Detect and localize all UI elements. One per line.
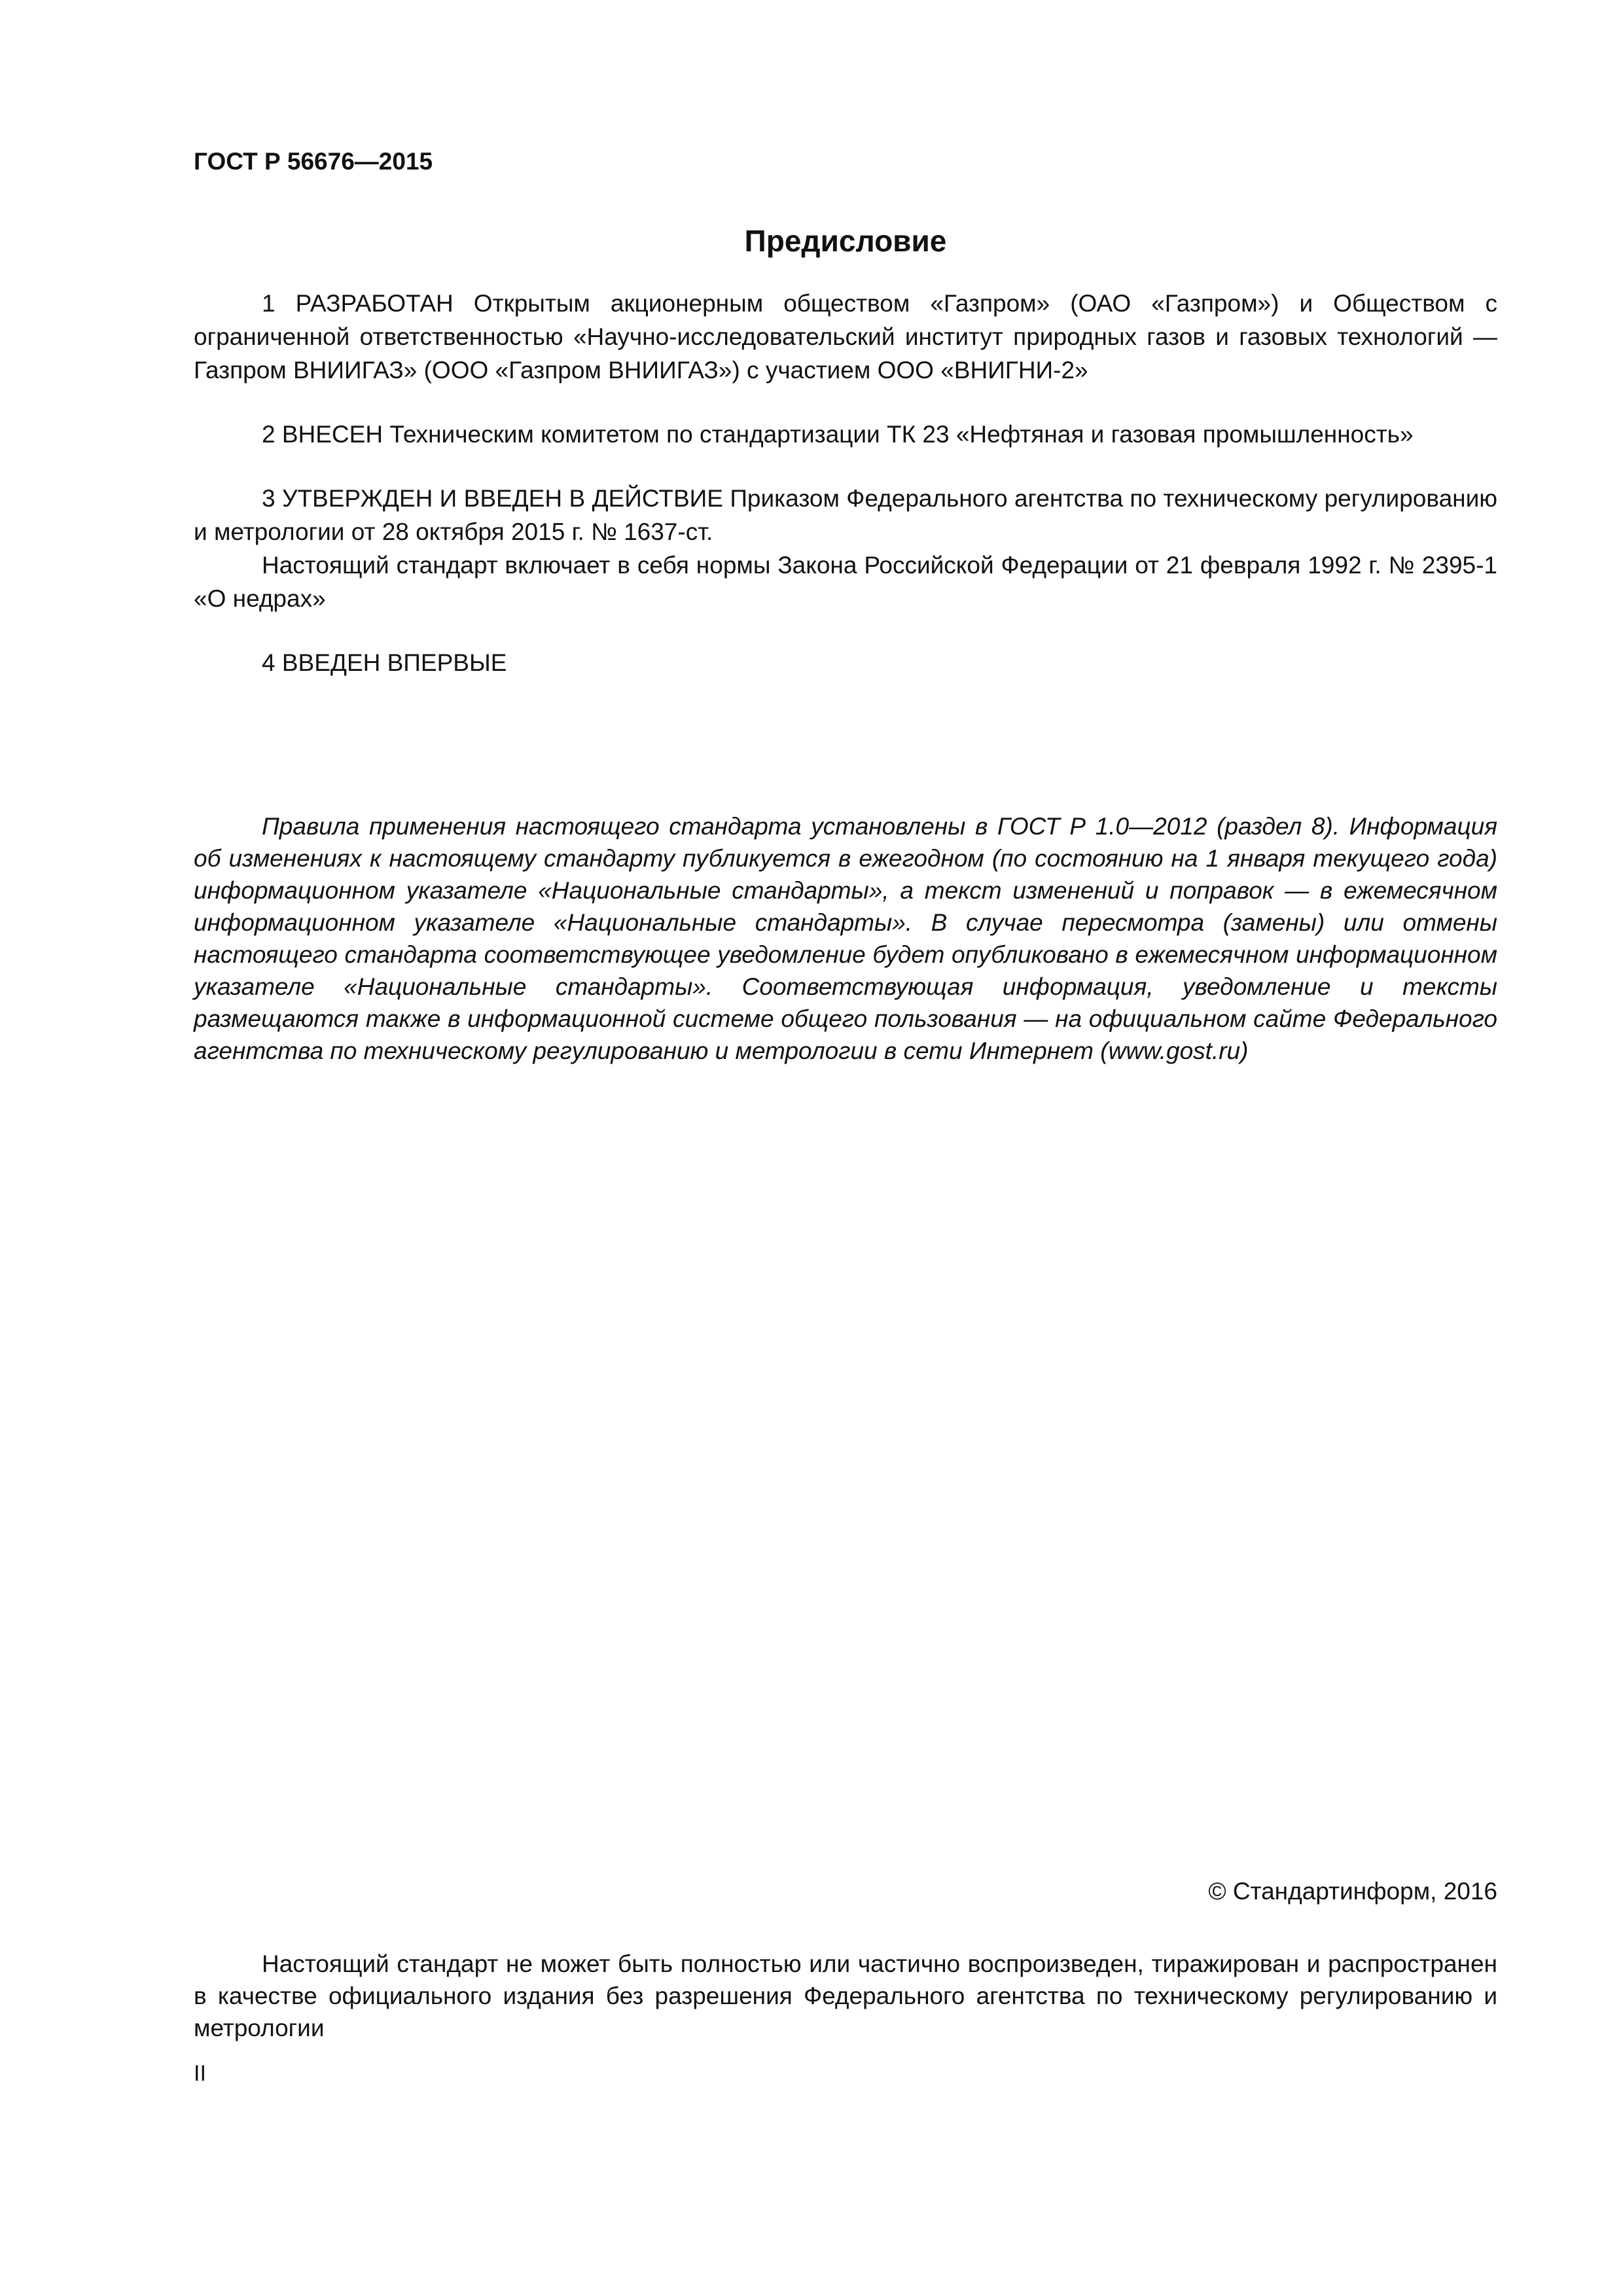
foreword-item-law-reference: Настоящий стандарт включает в себя нормы Закона Российской Федерации от 21 февраля 1992 г. № 2395-1 «О недрах» [194, 552, 1497, 612]
foreword-body [194, 287, 1497, 679]
notice-text: Правила применения настоящего стандарта установлены в ГОСТ Р 1.0—2012 (раздел 8). Информация об изменениях к настоящему стандарту публикуется в ежегодном (по состоянию на 1 января текущего года) информационном указателе «Национальные стандарты», а текст изменений и поправок — в ежемесячном информационном указателе «Национальные стандарты». В случае пересмотра (замены) или отмены настоящего стандарта соответствующее уведомление будет опубликовано в ежемесячном информационном указателе «Национальные стандарты». Соответствующая информация, уведомление и тексты размещаются также в информационной системе общего пользования — на официальном сайте Федерального агентства по техническому регулированию и метрологии в сети Интернет (www.gost.ru) [194, 813, 1497, 1064]
document-code: ГОСТ Р 56676—2015 [194, 148, 433, 175]
application-rules-notice [194, 810, 1497, 1067]
reproduction-text: Настоящий стандарт не может быть полностью или частично воспроизведен, тиражирован и распространен в качестве официального издания без разрешения Федерального агентства по техническому регулированию и метрологии [194, 1950, 1497, 2041]
copyright-line: © Стандартинформ, 2016 [1208, 1878, 1497, 1905]
foreword-item-developed: 1 РАЗРАБОТАН Открытым акционерным обществом «Газпром» (ОАО «Газпром») и Обществом с ограниченной ответственностью «Научно-исследовательский институт природных газов и газовых технологий — Газпром ВНИИГАЗ» (ООО «Газпром ВНИИГАЗ») с участием ООО «ВНИГНИ-2» [194, 290, 1497, 384]
page-number: II [194, 2061, 206, 2086]
foreword-item-approved: 3 УТВЕРЖДЕН И ВВЕДЕН В ДЕЙСТВИЕ Приказом Федерального агентства по техническому регулированию и метрологии от 28 октября 2015 г. № 1637-ст. [194, 485, 1497, 545]
foreword-item-submitted: 2 ВНЕСЕН Техническим комитетом по стандартизации ТК 23 «Нефтяная и газовая промышленность» [262, 421, 1414, 448]
reproduction-notice [194, 1948, 1497, 2044]
foreword-item-first-introduced: 4 ВВЕДЕН ВПЕРВЫЕ [262, 649, 507, 676]
page-title: Предисловие [744, 224, 947, 258]
